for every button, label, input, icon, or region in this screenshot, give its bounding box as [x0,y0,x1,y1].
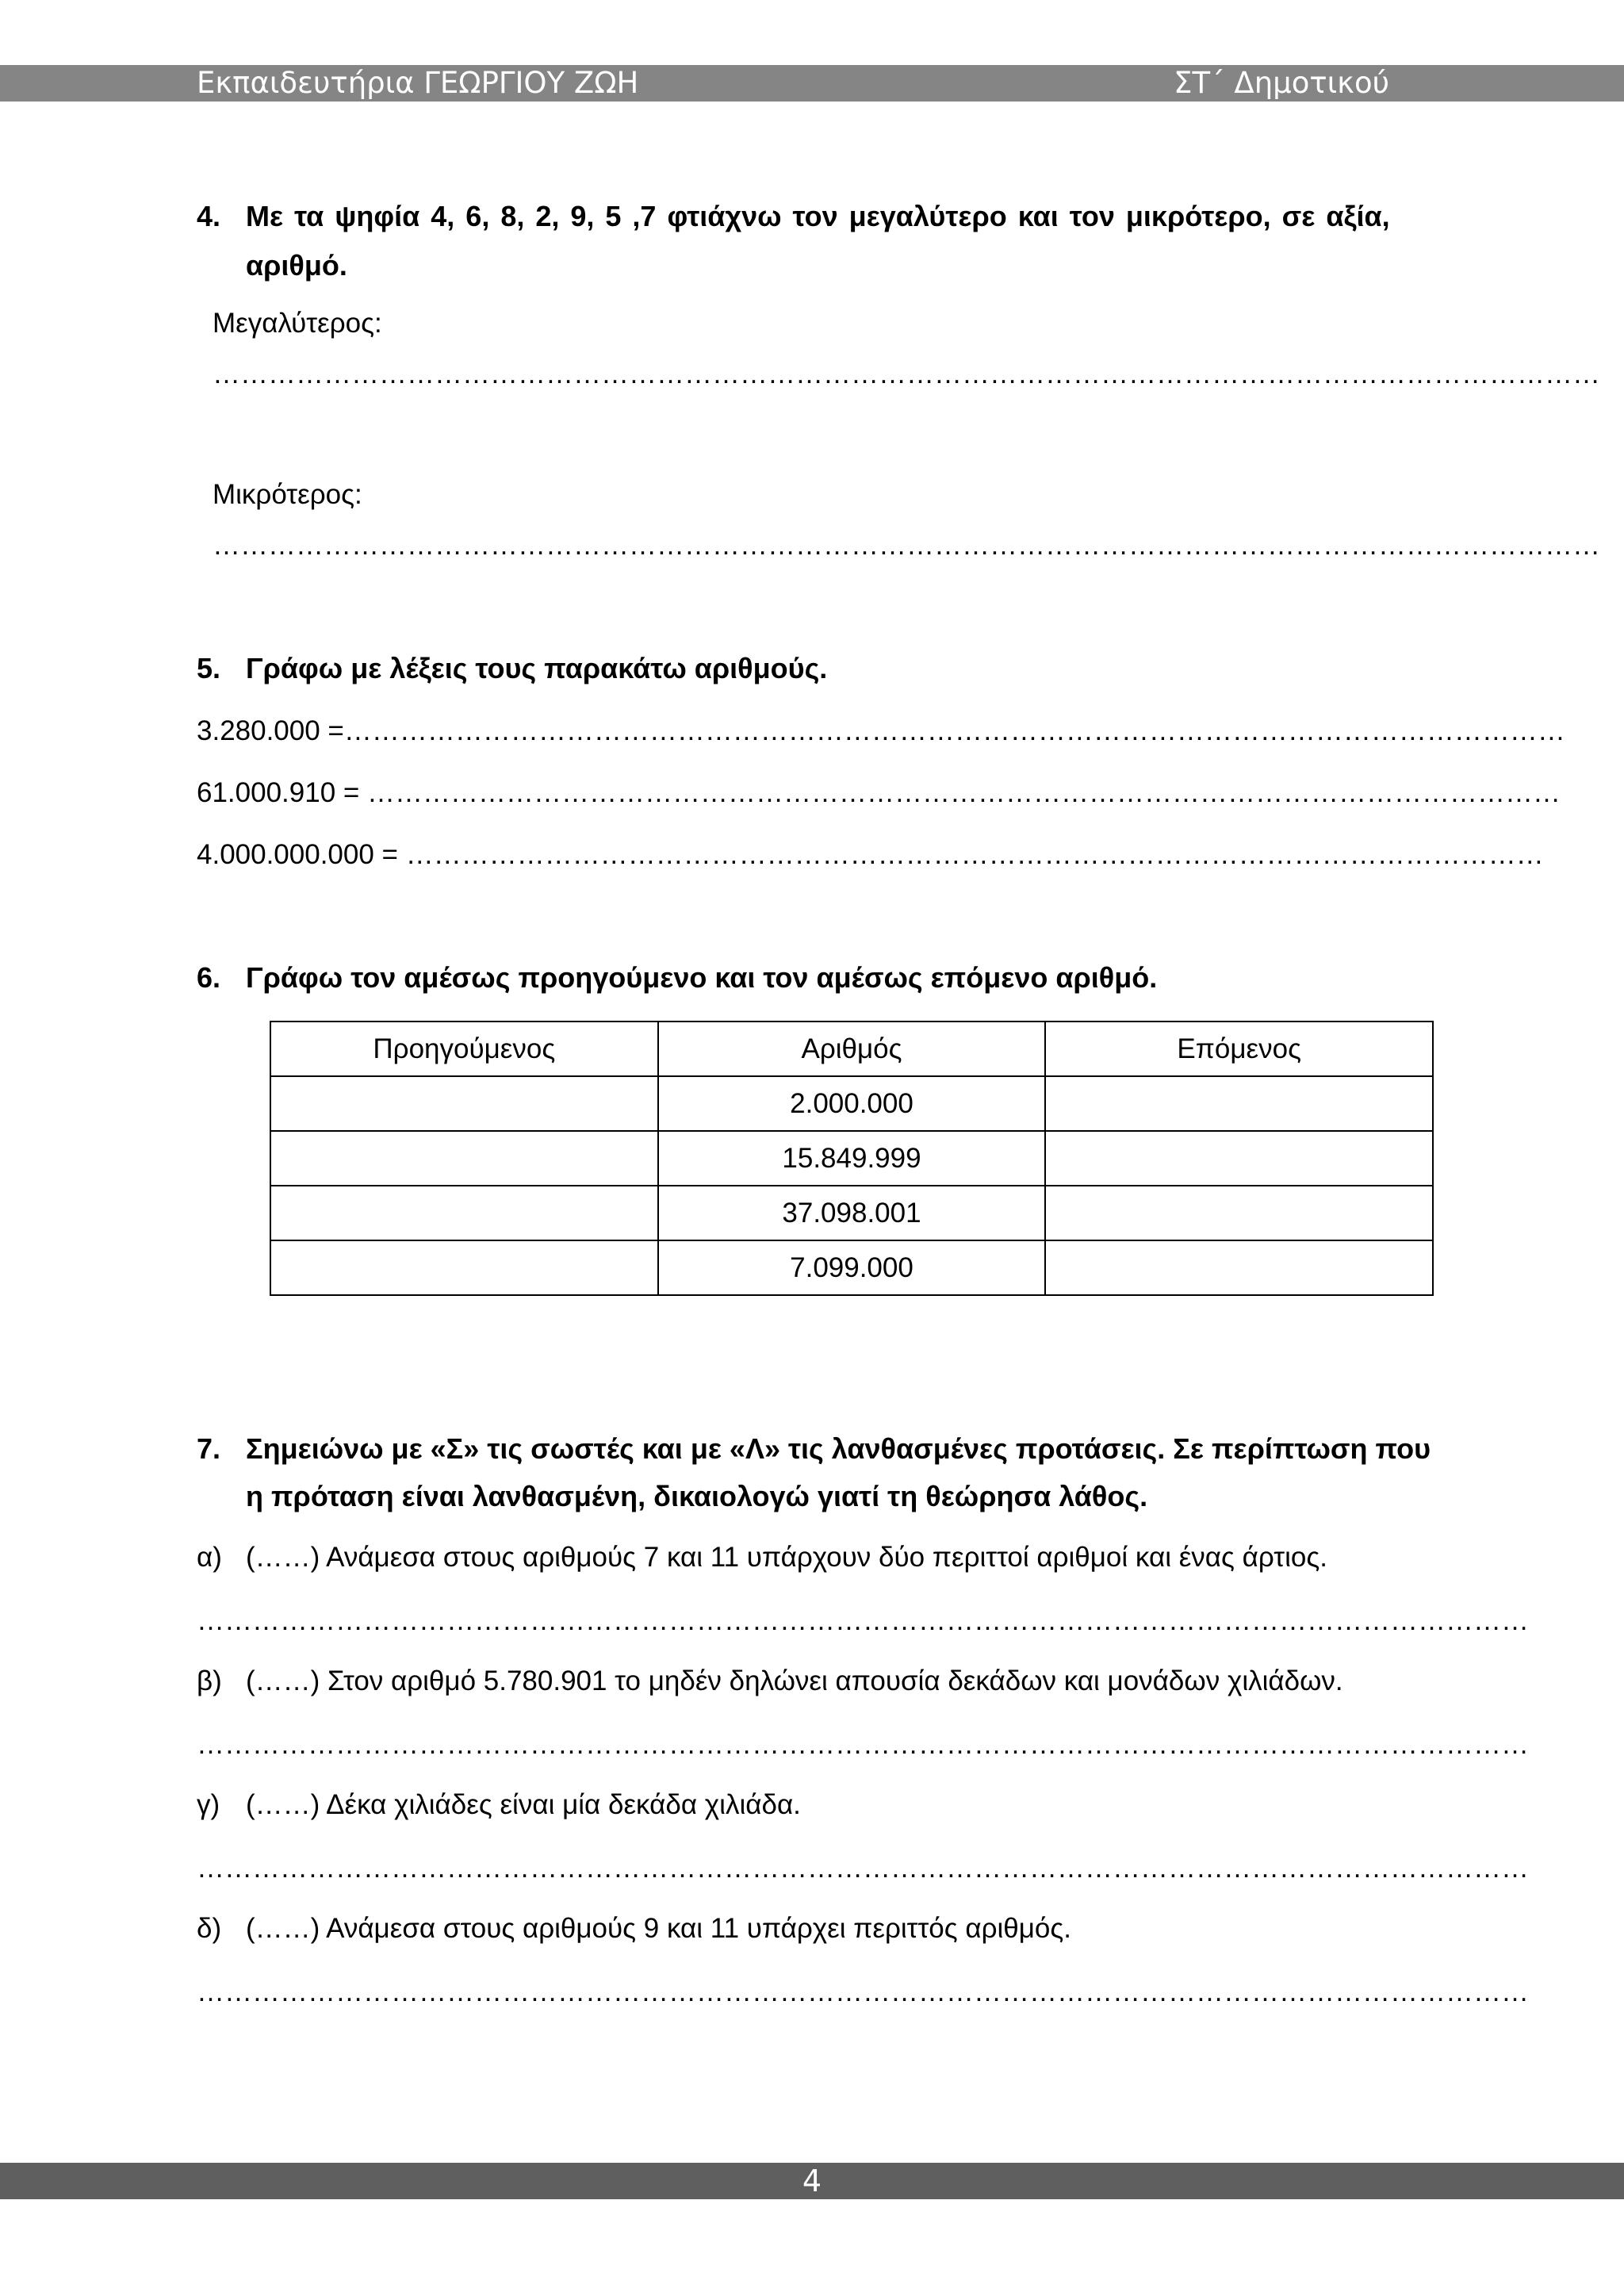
page-header [0,65,1624,102]
number-words-line-2: 61.000.910 = ………………………………………………………………………………………………………………… [197,777,1561,808]
next-cell [1045,1131,1433,1186]
next-cell [1045,1076,1433,1131]
statement-a-letter: α) [197,1542,222,1573]
statement-c [197,1789,801,1821]
question-5-number: 5. [197,652,221,684]
question-7-line2: η πρόταση είναι λανθασμένη, δικαιολογώ γιατί τη θεώρησα λάθος. [246,1480,1148,1512]
statement-c-letter: γ) [197,1789,220,1820]
question-4-line1: Με τα ψηφία 4, 6, 8, 2, 9, 5 ,7 φτιάχνω τον μεγαλύτερο και τον μικρότερο, σε αξία, [246,200,1390,232]
statement-d-answer-line: ……………………………………………………………………………………………………………………………… [197,1976,1529,2007]
school-name: Εκπαιδευτήρια ΓΕΩΡΓΙΟΥ ΖΩΗ [197,66,639,100]
number-cell: 7.099.000 [658,1240,1046,1295]
previous-cell [270,1186,658,1240]
statement-c-text: (……) Δέκα χιλιάδες είναι μία δεκάδα χιλιάδα. [246,1789,801,1820]
previous-cell [270,1131,658,1186]
number-words-line-1: 3.280.000 =…………………………………………………………………………………………………………………… [197,715,1565,746]
statement-d-letter: δ) [197,1913,222,1944]
column-header-previous: Προηγούμενος [270,1022,658,1076]
column-header-next: Επόμενος [1045,1022,1433,1076]
column-header-number: Αριθμός [658,1022,1046,1076]
question-7-number: 7. [197,1432,221,1465]
grade-label: ΣΤ΄ Δημοτικού [1174,66,1389,100]
statement-d [197,1913,1071,1945]
statement-a [197,1542,1327,1573]
next-cell [1045,1240,1433,1295]
next-cell [1045,1186,1433,1240]
question-6-title: Γράφω τον αμέσως προηγούμενο και τον αμέσως επόμενο αριθμό. [246,961,1158,994]
statement-b-answer-line: ……………………………………………………………………………………………………………………………… [197,1729,1529,1760]
table-row [270,1131,1433,1186]
statement-b-text: (……) Στον αριθμό 5.780.901 το μηδέν δηλώνει απουσία δεκάδων και μονάδων χιλιάδων. [246,1665,1343,1696]
number-cell: 2.000.000 [658,1076,1046,1131]
table-row [270,1240,1433,1295]
largest-label: Μεγαλύτερος: [213,308,382,339]
number-cell: 15.849.999 [658,1131,1046,1186]
statement-a-answer-line: ……………………………………………………………………………………………………………………………… [197,1605,1529,1636]
question-7-line1: Σημειώνω με «Σ» τις σωστές και με «Λ» τις λανθασμένες προτάσεις. Σε περίπτωση που [246,1432,1431,1465]
smallest-answer-line: …………………………………………………………………………………………………………………………………… [213,530,1600,561]
question-4-number: 4. [197,200,221,232]
statement-a-text: (……) Ανάμεσα στους αριθμούς 7 και 11 υπάρχουν δύο περιττοί αριθμοί και ένας άρτιος. [246,1542,1327,1573]
question-5-title: Γράφω με λέξεις τους παρακάτω αριθμούς. [246,652,828,684]
statement-d-text: (……) Ανάμεσα στους αριθμούς 9 και 11 υπάρχει περιττός αριθμός. [246,1913,1071,1944]
statement-b-letter: β) [197,1665,222,1696]
statement-c-answer-line: ……………………………………………………………………………………………………………………………… [197,1853,1529,1884]
statement-b [197,1665,1343,1697]
smallest-label: Μικρότερος: [213,479,362,510]
question-6-number: 6. [197,961,221,994]
table-row [270,1186,1433,1240]
table-header-row [270,1022,1433,1076]
previous-cell [270,1240,658,1295]
largest-answer-line: …………………………………………………………………………………………………………………………………… [213,358,1600,389]
page-number: 4 [802,2164,822,2198]
table-row [270,1076,1433,1131]
predecessor-successor-table [270,1021,1434,1296]
number-cell: 37.098.001 [658,1186,1046,1240]
page-footer [0,2163,1624,2199]
number-words-line-3: 4.000.000.000 = …………………………………………………………………………………………………………… [197,839,1544,870]
question-4-line2: αριθμό. [246,249,347,282]
previous-cell [270,1076,658,1131]
